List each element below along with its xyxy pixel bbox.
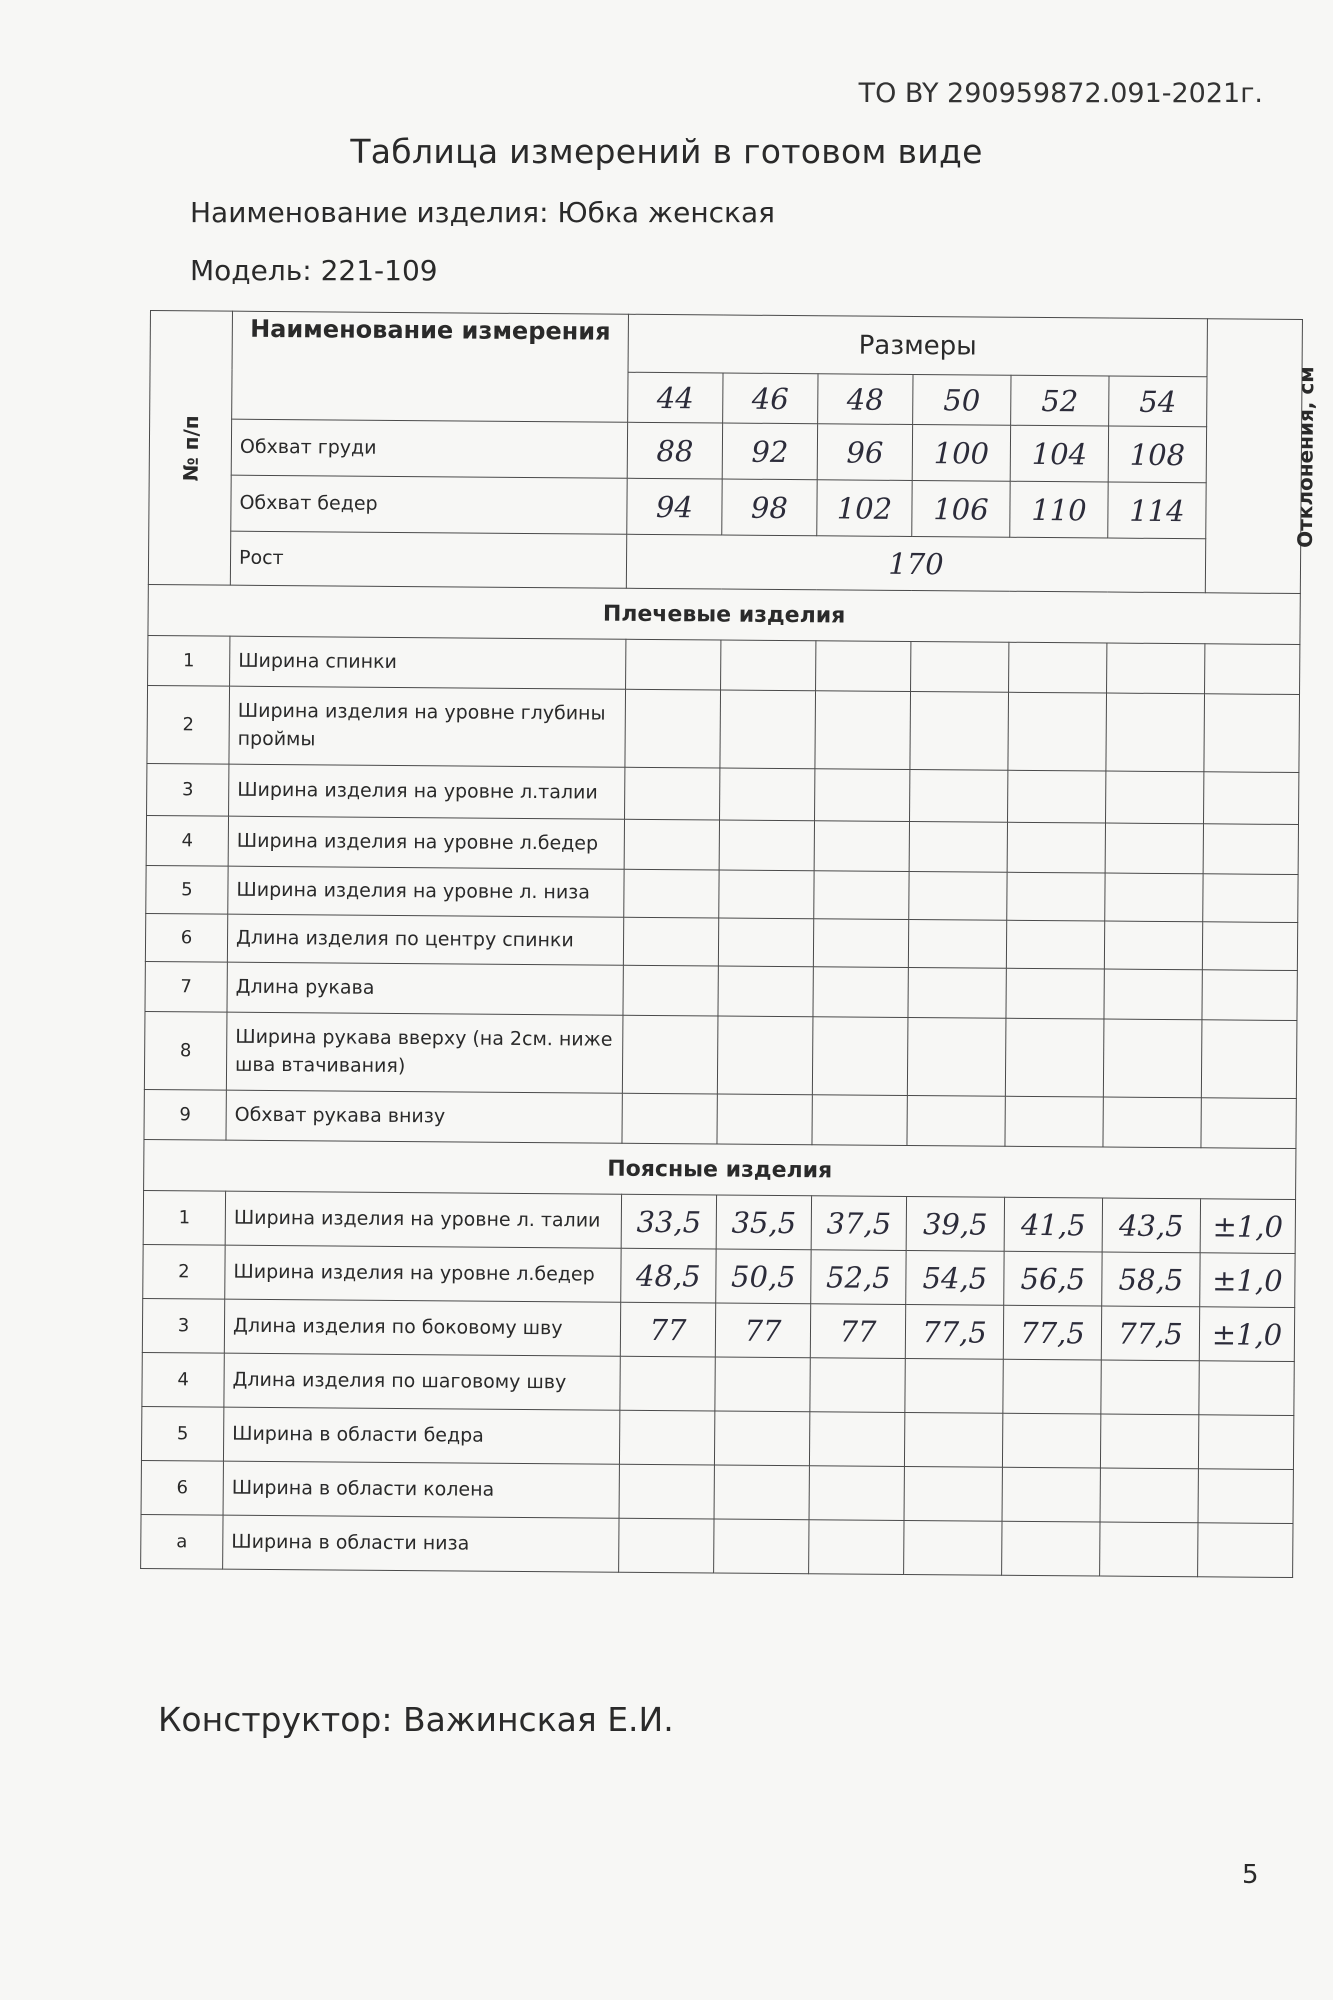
table-row xyxy=(146,815,1298,874)
measurement-value: 56,5 xyxy=(1004,1251,1102,1306)
size-header: 50 xyxy=(913,374,1011,425)
measurement-value xyxy=(623,965,718,1016)
measurement-value xyxy=(1002,1467,1100,1522)
deviation-value xyxy=(1198,1523,1293,1578)
measurement-value xyxy=(1002,1413,1100,1468)
measurement-value xyxy=(715,1357,810,1412)
measurement-value: 39,5 xyxy=(906,1196,1004,1251)
deviation-value: ±1,0 xyxy=(1200,1253,1295,1308)
measurement-value: 54,5 xyxy=(906,1250,1004,1305)
body-measure-value: 102 xyxy=(817,480,912,537)
row-number: 8 xyxy=(144,1011,227,1090)
measurement-value xyxy=(1007,822,1105,873)
row-number: 4 xyxy=(142,1352,224,1407)
deviation-value xyxy=(1203,824,1298,875)
body-measure-value: 100 xyxy=(912,424,1010,481)
measurement-value xyxy=(1106,771,1204,824)
document-code: ТО BY 290959872.091-2021г. xyxy=(858,78,1263,109)
measurement-value xyxy=(813,919,908,968)
measurement-value xyxy=(1005,1018,1104,1097)
measurement-value xyxy=(910,769,1008,822)
measurement-value xyxy=(718,966,813,1017)
deviation-value xyxy=(1199,1361,1294,1416)
measurement-value xyxy=(622,1015,718,1094)
measurement-value xyxy=(910,691,1009,770)
measurement-value xyxy=(622,1093,717,1144)
measurement-value xyxy=(904,1520,1002,1575)
measurement-value xyxy=(625,689,721,768)
body-measure-value: 88 xyxy=(627,422,722,479)
measurement-value xyxy=(812,1017,908,1096)
page-title: Таблица измерений в готовом виде xyxy=(350,132,983,171)
product-name: Наименование изделия: Юбка женская xyxy=(190,196,775,229)
measurement-value xyxy=(813,967,908,1018)
measurement-value xyxy=(1007,872,1105,921)
body-measure-value: 92 xyxy=(722,423,817,480)
body-measure-value: 96 xyxy=(817,424,912,481)
model-number: Модель: 221-109 xyxy=(190,254,438,287)
measurement-name: Ширина изделия на уровне л. талии xyxy=(225,1191,621,1248)
measurement-value xyxy=(1104,921,1202,970)
measurement-name: Ширина изделия на уровне л.талии xyxy=(229,764,625,819)
table-row xyxy=(147,685,1300,772)
measurement-value xyxy=(1105,823,1203,874)
column-header-number: № п/п xyxy=(148,311,232,586)
measurement-value xyxy=(619,1410,714,1465)
measurement-value xyxy=(908,967,1006,1018)
measurement-value xyxy=(909,871,1007,920)
measurement-value xyxy=(1002,1521,1100,1576)
size-header: 54 xyxy=(1109,376,1207,427)
measurement-value: 77,5 xyxy=(905,1304,1003,1359)
measurement-value: 48,5 xyxy=(621,1248,716,1303)
measurement-value xyxy=(717,1016,813,1095)
section-title: Плечевые изделия xyxy=(148,584,1300,644)
measurement-value xyxy=(625,767,720,820)
section-title: Поясные изделия xyxy=(144,1139,1296,1199)
measurement-value: 50,5 xyxy=(716,1249,811,1304)
page-number: 5 xyxy=(1242,1860,1259,1890)
measurement-value xyxy=(1009,642,1107,693)
measurement-value xyxy=(911,641,1009,692)
designer-signature-line: Конструктор: Важинская Е.И. xyxy=(158,1700,674,1739)
column-header-deviation: Отклонения, см xyxy=(1205,319,1302,594)
table-row xyxy=(144,1011,1297,1098)
measurement-value xyxy=(626,639,721,690)
measurement-value: 52,5 xyxy=(811,1250,906,1305)
size-header: 48 xyxy=(818,374,913,425)
measurement-name: Ширина в области бедра xyxy=(223,1407,619,1464)
measurement-value xyxy=(904,1412,1002,1467)
measurement-name: Ширина изделия на уровне л.бедер xyxy=(228,816,624,869)
measurement-value xyxy=(1103,1097,1201,1148)
row-number: 5 xyxy=(146,865,228,914)
measurement-value xyxy=(1106,693,1205,772)
row-number: 7 xyxy=(145,961,227,1012)
row-number: 3 xyxy=(142,1298,224,1353)
size-header: 46 xyxy=(723,373,818,424)
table-row xyxy=(143,1190,1295,1253)
measurement-value xyxy=(907,1095,1005,1146)
row-number: 4 xyxy=(146,815,228,866)
row-number: 6 xyxy=(141,1460,223,1515)
measurement-value xyxy=(905,1358,1003,1413)
section-header-row xyxy=(148,584,1300,644)
measurement-value xyxy=(717,1094,812,1145)
body-measure-value: 110 xyxy=(1010,481,1108,538)
measurement-value: 77,5 xyxy=(1101,1306,1199,1361)
measurement-value xyxy=(1003,1359,1101,1414)
measurement-value xyxy=(623,917,718,966)
measurement-value xyxy=(714,1519,809,1574)
table-row xyxy=(148,635,1300,694)
deviation-value xyxy=(1198,1415,1293,1470)
row-number: 5 xyxy=(141,1406,223,1461)
table-row xyxy=(145,961,1297,1020)
measurement-name: Длина изделия по боковому шву xyxy=(224,1299,620,1356)
body-measure-value: 104 xyxy=(1010,425,1108,482)
measurement-value xyxy=(1100,1468,1198,1523)
measurement-value: 35,5 xyxy=(716,1195,811,1250)
deviation-value xyxy=(1205,644,1300,695)
measurement-value: 41,5 xyxy=(1004,1197,1102,1252)
measurement-value: 37,5 xyxy=(811,1196,906,1251)
height-label: Рост xyxy=(230,531,626,588)
measurement-name: Ширина изделия на уровне л. низа xyxy=(228,866,624,917)
measurement-value xyxy=(620,1356,715,1411)
body-measure-value: 114 xyxy=(1108,482,1206,539)
measurement-name: Длина изделия по шаговому шву xyxy=(224,1353,620,1410)
measurement-value xyxy=(1006,920,1104,969)
measurement-value xyxy=(1006,968,1104,1019)
measurement-value xyxy=(718,918,813,967)
table-row xyxy=(142,1352,1294,1415)
body-measure-value: 98 xyxy=(722,479,817,536)
deviation-value xyxy=(1198,1469,1293,1524)
row-number: 1 xyxy=(148,635,230,686)
measurement-value: 77 xyxy=(810,1304,905,1359)
deviation-value xyxy=(1202,922,1297,971)
deviation-value xyxy=(1203,874,1298,923)
measurement-value xyxy=(810,1358,905,1413)
deviation-value xyxy=(1201,1098,1296,1149)
measurement-value xyxy=(1008,692,1107,771)
deviation-value: ±1,0 xyxy=(1199,1307,1294,1362)
measurement-value xyxy=(814,821,909,872)
measurement-table xyxy=(140,310,1319,1578)
table-row xyxy=(144,1089,1296,1148)
column-header-sizes: Размеры xyxy=(628,314,1207,377)
table-row xyxy=(143,1244,1295,1307)
measurement-value xyxy=(908,919,1006,968)
measurement-value xyxy=(714,1465,809,1520)
table-row xyxy=(141,1406,1293,1469)
measurement-name: Длина изделия по центру спинки xyxy=(227,914,623,965)
deviation-value xyxy=(1202,970,1297,1021)
size-header: 44 xyxy=(628,372,723,423)
measurement-value xyxy=(1103,1019,1202,1098)
deviation-value xyxy=(1204,694,1300,773)
table-row xyxy=(147,763,1299,824)
table-row xyxy=(141,1460,1293,1523)
size-header: 52 xyxy=(1011,375,1109,426)
row-number: 1 xyxy=(143,1190,225,1245)
measurement-value xyxy=(815,691,911,770)
measurement-value: 77,5 xyxy=(1003,1305,1101,1360)
body-measure-value: 106 xyxy=(912,480,1010,537)
body-measure-label: Обхват груди xyxy=(231,419,627,478)
measurement-value xyxy=(1005,1096,1103,1147)
row-number: а xyxy=(141,1514,223,1569)
deviation-value xyxy=(1203,772,1298,825)
measurement-value xyxy=(720,768,815,821)
measurement-value xyxy=(719,820,814,871)
measurement-value xyxy=(809,1520,904,1575)
measurement-value xyxy=(1104,969,1202,1020)
body-measure-value: 108 xyxy=(1108,426,1206,483)
measurement-name: Ширина изделия на уровне глубины проймы xyxy=(229,686,626,767)
measurement-value xyxy=(714,1411,809,1466)
measurement-value: 58,5 xyxy=(1102,1252,1200,1307)
measurement-value xyxy=(909,821,1007,872)
measurement-value xyxy=(619,1518,714,1573)
measurement-value xyxy=(1008,770,1106,823)
measurement-value xyxy=(907,1017,1006,1096)
measurement-value xyxy=(619,1464,714,1519)
measurement-value xyxy=(812,1095,907,1146)
height-value: 170 xyxy=(626,534,1205,593)
measurement-name: Обхват рукава внизу xyxy=(226,1090,622,1143)
measurement-value: 77 xyxy=(620,1302,715,1357)
measurement-value: 77 xyxy=(715,1303,810,1358)
measurement-value xyxy=(624,869,719,918)
measurement-name: Ширина в области колена xyxy=(223,1461,619,1518)
body-measure-label: Обхват бедер xyxy=(231,475,627,534)
row-number: 2 xyxy=(147,685,230,764)
column-header-name: Наименование измерения xyxy=(232,311,629,422)
row-number: 9 xyxy=(144,1089,226,1140)
measurement-name: Длина рукава xyxy=(227,962,623,1015)
measurement-value xyxy=(720,690,816,769)
measurement-value xyxy=(1101,1360,1199,1415)
deviation-value xyxy=(1201,1020,1297,1099)
row-number: 6 xyxy=(145,913,227,962)
measurement-value xyxy=(624,819,719,870)
measurement-value: 43,5 xyxy=(1102,1198,1200,1253)
table-row xyxy=(141,1514,1293,1577)
measurement-value xyxy=(815,769,910,822)
deviation-value: ±1,0 xyxy=(1200,1199,1295,1254)
measurement-name: Ширина изделия на уровне л.бедер xyxy=(225,1245,621,1302)
measurement-value xyxy=(809,1466,904,1521)
measurement-value xyxy=(1105,873,1203,922)
measurement-name: Ширина рукава вверху (на 2см. ниже шва втачивания) xyxy=(226,1012,623,1093)
measurement-value xyxy=(1100,1414,1198,1469)
measurement-value xyxy=(904,1466,1002,1521)
measurement-value xyxy=(816,641,911,692)
section-header-row xyxy=(144,1139,1296,1199)
body-measure-value: 94 xyxy=(627,478,722,535)
measurement-value xyxy=(1100,1522,1198,1577)
measurement-value xyxy=(1107,643,1205,694)
measurement-value xyxy=(721,640,816,691)
row-number: 2 xyxy=(143,1244,225,1299)
measurement-value xyxy=(814,871,909,920)
measurement-name: Ширина спинки xyxy=(230,636,626,689)
table-row xyxy=(142,1298,1294,1361)
measurement-name: Ширина в области низа xyxy=(223,1515,619,1572)
measurement-value xyxy=(809,1412,904,1467)
measurement-value: 33,5 xyxy=(621,1194,716,1249)
measurement-value xyxy=(719,870,814,919)
row-number: 3 xyxy=(147,763,229,816)
